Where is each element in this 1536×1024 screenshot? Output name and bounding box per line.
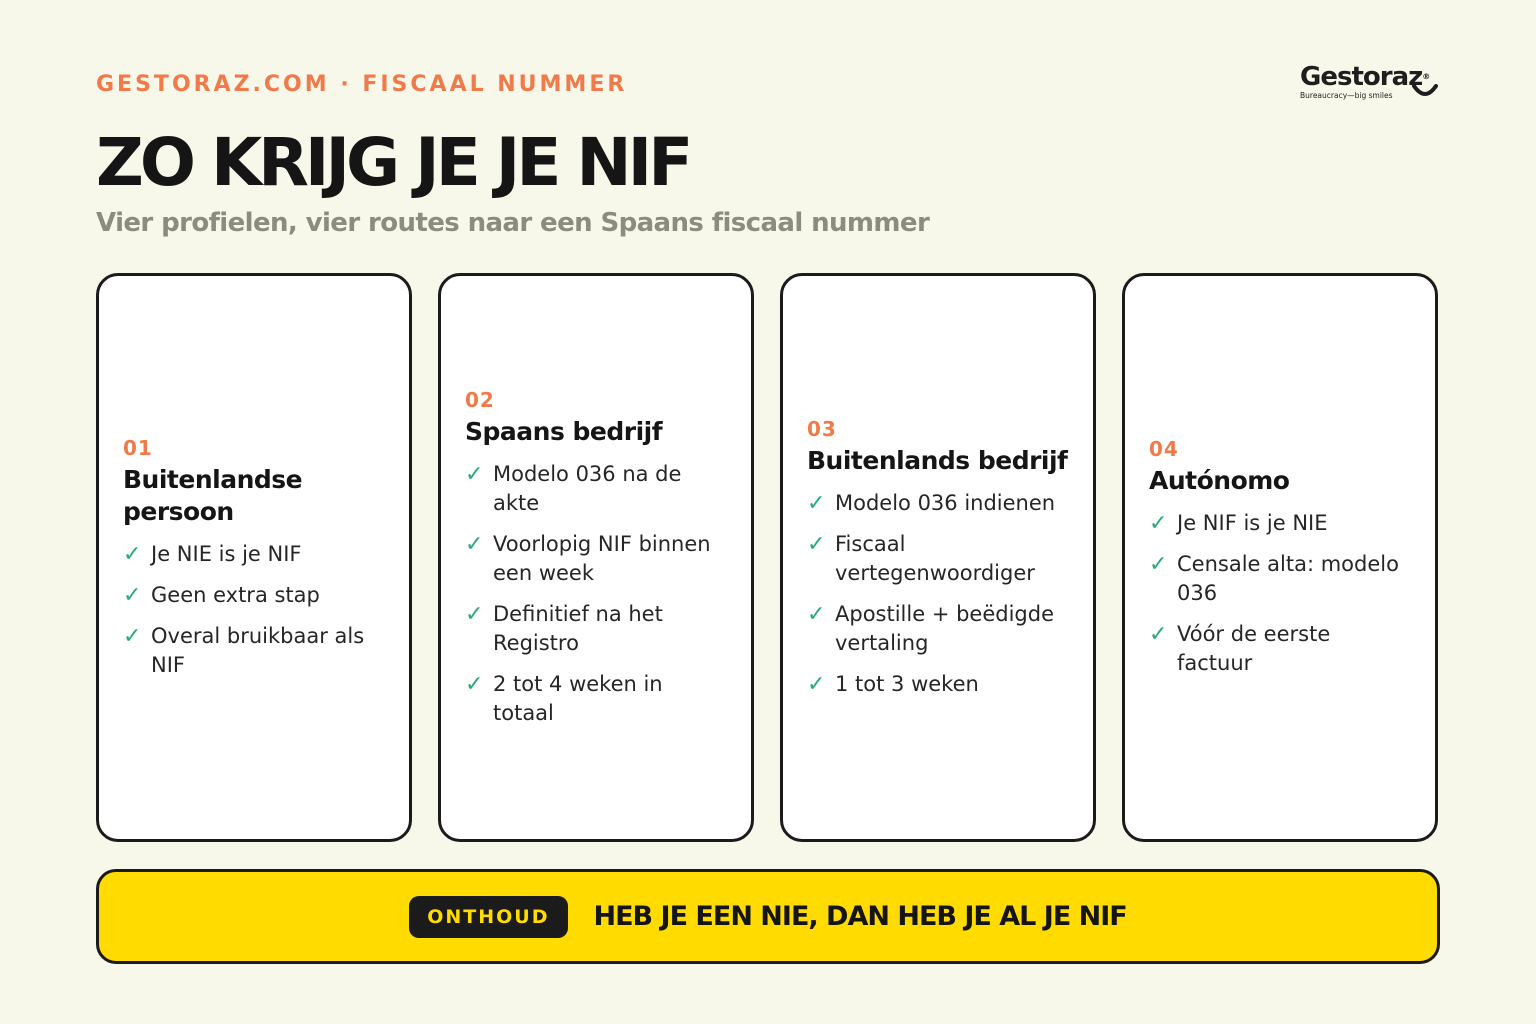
- list-item: [807, 530, 1069, 588]
- page-title: ZO KRIJG JE JE NIF: [96, 124, 690, 201]
- card-title: Spaans bedrijf: [465, 416, 663, 446]
- bullet-text: Fiscaal vertegenwoordiger: [835, 531, 1035, 585]
- card-title: Autónomo: [1149, 466, 1290, 495]
- bullet-text: Voorlopig NIF binnen een week: [493, 531, 711, 585]
- check-icon: ✓: [465, 461, 484, 487]
- check-icon: ✓: [807, 531, 826, 557]
- check-icon: ✓: [123, 582, 142, 608]
- check-icon: ✓: [465, 531, 484, 557]
- gestoraz-logo[interactable]: [1300, 62, 1450, 108]
- check-icon: ✓: [807, 601, 826, 627]
- profile-card-buitenlandse-persoon: [96, 273, 412, 842]
- reminder-badge: ONTHOUD: [409, 896, 567, 938]
- check-icon: ✓: [123, 623, 142, 649]
- card-title: Buitenlands bedrijf: [807, 445, 1068, 475]
- bullet-text: Modelo 036 na de akte: [493, 461, 682, 515]
- reminder-text: HEB JE EEN NIE, DAN HEB JE AL JE NIF: [593, 901, 1127, 932]
- list-item: [1149, 620, 1411, 678]
- profile-card-buitenlands-bedrijf: [780, 273, 1096, 842]
- logo-wordmark: Gestoraz: [1300, 62, 1423, 92]
- logo-registered-mark: ®: [1422, 72, 1430, 81]
- list-item: [123, 540, 385, 569]
- bullet-text: Je NIF is je NIE: [1177, 511, 1328, 535]
- card-number: 04: [1149, 437, 1179, 461]
- bullet-text: Geen extra stap: [151, 582, 320, 607]
- profile-cards: [96, 273, 1438, 842]
- list-item: [465, 600, 727, 658]
- bullet-text: Definitief na het Registro: [493, 601, 663, 655]
- smile-icon: [1412, 84, 1438, 100]
- list-item: [465, 530, 727, 588]
- logo-tagline: Bureaucracy—big smiles: [1300, 91, 1393, 100]
- check-icon: ✓: [465, 601, 484, 627]
- card-number: 03: [807, 416, 837, 441]
- bullet-text: Apostille + beëdigde vertaling: [835, 601, 1055, 655]
- card-bullet-list: [807, 489, 1069, 699]
- profile-card-autonomo: [1122, 273, 1438, 842]
- bullet-text: Overal bruikbaar als NIF: [151, 623, 365, 677]
- check-icon: ✓: [1149, 622, 1168, 647]
- check-icon: ✓: [465, 671, 484, 697]
- list-item: [123, 622, 385, 680]
- card-bullet-list: [123, 540, 385, 680]
- check-icon: ✓: [807, 671, 826, 697]
- list-item: [1149, 509, 1411, 538]
- bullet-text: Vóór de eerste factuur: [1177, 622, 1331, 675]
- bullet-text: Modelo 036 indienen: [835, 490, 1056, 515]
- card-title: Buitenlandse persoon: [123, 464, 303, 526]
- bullet-text: 1 tot 3 weken: [835, 671, 979, 696]
- check-icon: ✓: [807, 490, 826, 516]
- list-item: [123, 581, 385, 610]
- bullet-text: Censale alta: modelo 036: [1177, 552, 1399, 605]
- check-icon: ✓: [123, 541, 142, 567]
- card-bullet-list: [1149, 509, 1411, 678]
- check-icon: ✓: [1149, 511, 1168, 536]
- list-item: [465, 460, 727, 518]
- card-number: 01: [123, 435, 153, 460]
- bullet-text: 2 tot 4 weken in totaal: [493, 671, 663, 725]
- list-item: [807, 600, 1069, 658]
- eyebrow-label: GESTORAZ.COM · FISCAAL NUMMER: [96, 72, 628, 97]
- list-item: [807, 670, 1069, 699]
- card-number: 02: [465, 387, 495, 412]
- list-item: [465, 670, 727, 728]
- check-icon: ✓: [1149, 552, 1168, 577]
- list-item: [807, 489, 1069, 518]
- reminder-banner: [96, 869, 1440, 964]
- profile-card-spaans-bedrijf: [438, 273, 754, 842]
- list-item: [1149, 550, 1411, 608]
- card-bullet-list: [465, 460, 727, 728]
- bullet-text: Je NIE is je NIF: [151, 541, 302, 566]
- page-subtitle: Vier profielen, vier routes naar een Spaans fiscaal nummer: [96, 208, 930, 238]
